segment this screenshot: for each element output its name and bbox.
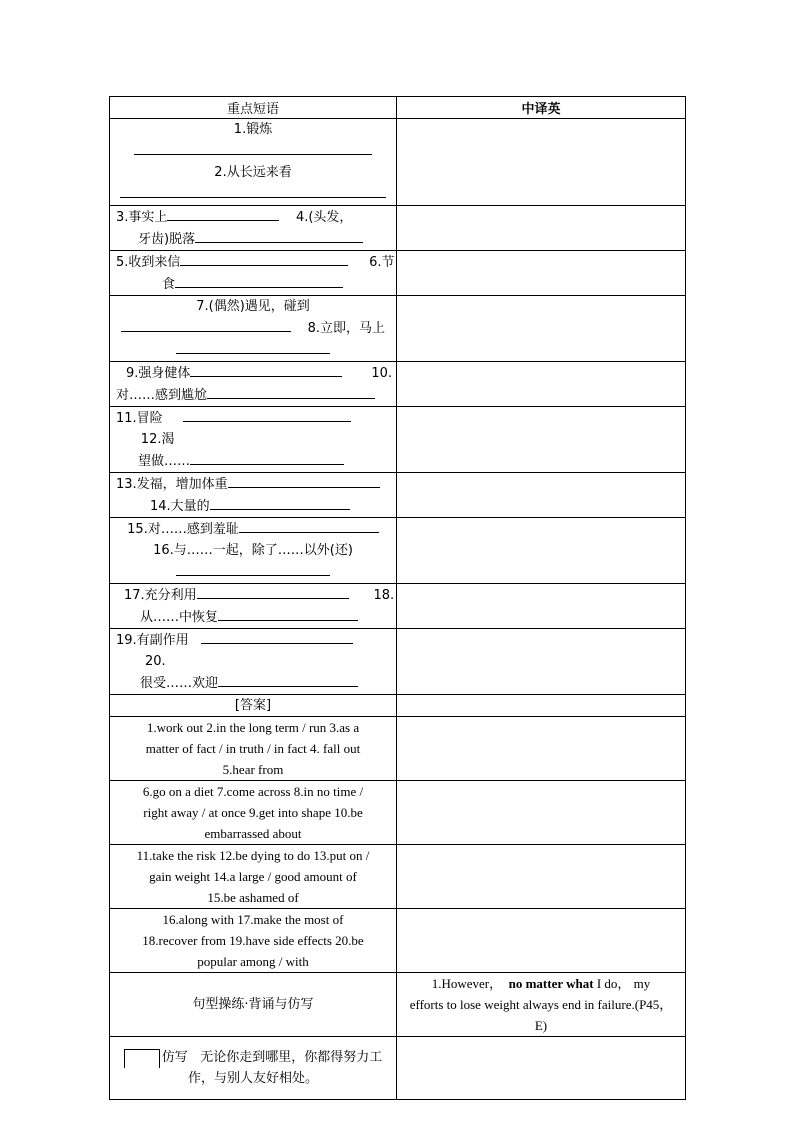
phrase-text: 9.强身健体 xyxy=(126,366,191,381)
translate-cell[interactable] xyxy=(397,518,686,584)
phrase-text: 18. xyxy=(373,588,395,603)
phrase-text: 食 xyxy=(162,277,176,292)
answer-blank[interactable] xyxy=(190,450,344,465)
imitate-cell xyxy=(110,1037,397,1100)
phrase-cell-1 xyxy=(110,119,397,206)
answer-cell-2 xyxy=(110,781,397,845)
example-text: efforts to lose weight always end in failure.(P45， xyxy=(409,997,673,1012)
phrase-text: 4.(头发， xyxy=(295,210,353,225)
answer-blank[interactable] xyxy=(120,183,386,198)
col-header-translate: 中译英 xyxy=(397,97,686,119)
answer-blank[interactable] xyxy=(176,339,330,354)
answer-line: right away / at once 9.get into shape 10.be xyxy=(143,805,363,820)
imitate-text: 作，与别人友好相处。 xyxy=(187,1071,318,1086)
translate-cell xyxy=(397,909,686,973)
phrase-text: 19.有副作用 xyxy=(116,633,189,648)
phrase-text: 牙齿)脱落 xyxy=(138,232,196,247)
phrase-cell-5 xyxy=(110,362,397,407)
answer-blank[interactable] xyxy=(190,362,342,377)
answer-cell-3 xyxy=(110,845,397,909)
answer-line: 18.recover from 19.have side effects 20.be xyxy=(142,933,364,948)
phrase-cell-10 xyxy=(110,629,397,695)
answer-line: popular among / with xyxy=(197,954,309,969)
phrase-text: 望做…… xyxy=(138,454,191,469)
example-text: E) xyxy=(534,1018,548,1033)
col-header-key-phrases: 重点短语 xyxy=(110,97,397,119)
example-keyword: no matter what xyxy=(508,976,594,991)
translate-cell[interactable] xyxy=(397,296,686,362)
answer-blank[interactable] xyxy=(239,518,379,533)
translate-cell[interactable] xyxy=(397,584,686,629)
translate-cell[interactable] xyxy=(397,119,686,206)
answer-blank[interactable] xyxy=(201,629,353,644)
phrase-text: 16.与……一起，除了……以外(还) xyxy=(153,543,353,558)
answer-blank[interactable] xyxy=(180,251,348,266)
imitate-label: 仿写 xyxy=(161,1050,188,1065)
phrase-text: 很受……欢迎 xyxy=(140,676,219,691)
answer-blank[interactable] xyxy=(176,561,330,576)
phrase-text: 14.大量的 xyxy=(150,499,210,514)
phrase-text: 2.从长远来看 xyxy=(214,165,292,180)
phrase-text: 8.立即，马上 xyxy=(307,321,385,336)
phrase-text: 6.节 xyxy=(369,255,395,270)
translate-cell[interactable] xyxy=(397,407,686,473)
translate-cell[interactable] xyxy=(397,206,686,251)
answer-line: matter of fact / in truth / in fact 4. fall out xyxy=(145,741,361,756)
translate-cell[interactable] xyxy=(397,473,686,518)
answer-line: embarrassed about xyxy=(204,826,302,841)
answer-blank[interactable] xyxy=(210,495,350,510)
translate-cell[interactable] xyxy=(397,1037,686,1100)
sentence-example xyxy=(397,973,686,1037)
answer-line: 15.be ashamed of xyxy=(207,890,299,905)
phrase-cell-8 xyxy=(110,518,397,584)
answer-line: 11.take the risk 12.be dying to do 13.put on / xyxy=(136,848,370,863)
phrase-text: 20. xyxy=(144,654,166,669)
phrase-table xyxy=(109,96,686,1100)
answer-blank[interactable] xyxy=(218,672,358,687)
phrase-cell-9 xyxy=(110,584,397,629)
translate-cell[interactable] xyxy=(397,362,686,407)
answer-cell-1 xyxy=(110,717,397,781)
sentence-label: 句型操练·背诵与仿写 xyxy=(110,973,397,1037)
phrase-cell-4 xyxy=(110,296,397,362)
phrase-text: 7.(偶然)遇见，碰到 xyxy=(196,299,310,314)
answer-line: 1.work out 2.in the long term / run 3.as a xyxy=(146,720,360,735)
example-text: 1.However， xyxy=(431,976,503,991)
answer-line: gain weight 14.a large / good amount of xyxy=(149,869,357,884)
translate-cell[interactable] xyxy=(397,629,686,695)
phrase-cell-6 xyxy=(110,407,397,473)
phrase-text: 3.事实上 xyxy=(116,210,168,225)
answer-blank[interactable] xyxy=(134,140,372,155)
phrase-cell-2 xyxy=(110,206,397,251)
phrase-cell-3 xyxy=(110,251,397,296)
translate-cell[interactable] xyxy=(397,251,686,296)
answer-blank[interactable] xyxy=(183,407,351,422)
phrase-text: 17.充分利用 xyxy=(124,588,197,603)
example-text: I do， my xyxy=(593,976,651,991)
answer-blank[interactable] xyxy=(218,606,358,621)
phrase-text: 5.收到来信 xyxy=(116,255,181,270)
answer-blank[interactable] xyxy=(197,584,349,599)
translate-cell xyxy=(397,717,686,781)
translate-cell xyxy=(397,781,686,845)
answer-blank[interactable] xyxy=(121,317,291,332)
phrase-text: 12.渴 xyxy=(140,432,175,447)
phrase-text: 13.发福，增加体重 xyxy=(116,477,228,492)
answer-blank[interactable] xyxy=(167,206,279,221)
answer-label: [答案] xyxy=(110,695,397,717)
label-box-icon xyxy=(124,1049,160,1068)
answer-blank[interactable] xyxy=(228,473,380,488)
phrase-text: 对……感到尴尬 xyxy=(116,388,208,403)
answer-cell-4 xyxy=(110,909,397,973)
phrase-text: 1.锻炼 xyxy=(233,122,273,137)
translate-cell xyxy=(397,695,686,717)
translate-cell xyxy=(397,845,686,909)
answer-blank[interactable] xyxy=(207,384,375,399)
answer-blank[interactable] xyxy=(195,228,363,243)
answer-blank[interactable] xyxy=(175,273,343,288)
answer-line: 5.hear from xyxy=(222,762,284,777)
phrase-cell-7 xyxy=(110,473,397,518)
phrase-text: 11.冒险 xyxy=(116,411,163,426)
phrase-text: 10. xyxy=(371,366,393,381)
phrase-text: 从……中恢复 xyxy=(140,610,219,625)
phrase-text: 15.对……感到羞耻 xyxy=(127,522,239,537)
answer-line: 16.along with 17.make the most of xyxy=(162,912,344,927)
answer-line: 6.go on a diet 7.come across 8.in no time / xyxy=(142,784,364,799)
imitate-text: 无论你走到哪里，你都得努力工 xyxy=(200,1050,383,1065)
